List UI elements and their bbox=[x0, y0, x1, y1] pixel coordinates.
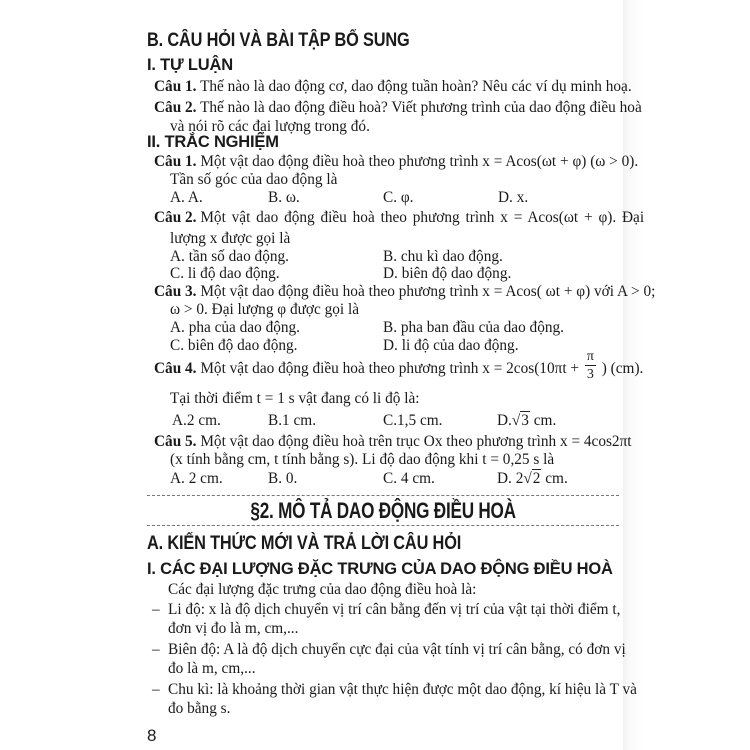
part-multiple-choice-title: II. TRẮC NGHIỆM bbox=[147, 133, 279, 151]
question-text: Một vật dao động điều hoà theo phương trình x = Acos(ωt + φ) (ω > 0). bbox=[200, 153, 639, 170]
section-a-title: A. KIẾN THỨC MỚI VÀ TRẢ LỜI CÂU HỎI bbox=[147, 533, 462, 554]
option-b: B.1 cm. bbox=[268, 412, 317, 429]
question-label: Câu 4. bbox=[154, 360, 197, 378]
bullet-li-do: Li độ: x là độ dịch chuyển vị trí cân bằng đến vị trí của vật tại thời điểm t, bbox=[168, 601, 621, 618]
option-c: C. 4 cm. bbox=[383, 470, 435, 487]
mc-question-1-cont: Tần số góc của dao động là bbox=[170, 171, 338, 188]
mc-question-2-cont: lượng x được gọi là bbox=[170, 230, 291, 247]
bullet-bien-do: Biên độ: A là độ dịch chuyển cực đại của vật tính vị trí cân bằng, có đơn vị bbox=[168, 641, 626, 658]
option-d: D.√3 cm. bbox=[497, 412, 557, 429]
question-label: Câu 5. bbox=[154, 433, 197, 450]
question-text: Thế nào là dao động điều hoà? Viết phương trình của dao động điều hoà bbox=[200, 99, 642, 116]
bullet-li-do-cont: đơn vị đo là m, cm,... bbox=[168, 620, 299, 637]
option-c: C. biên độ dao động. bbox=[170, 337, 298, 354]
bullet-chu-ki-cont: đo bằng s. bbox=[168, 700, 231, 717]
option-c: C. li độ dao động. bbox=[170, 265, 280, 282]
fraction-pi-over-3: $\frac{\pi}{3}$ bbox=[586, 349, 594, 382]
section-b-title: B. CÂU HỎI VÀ BÀI TẬP BỔ SUNG bbox=[147, 30, 410, 51]
option-b: B. ω. bbox=[268, 189, 300, 206]
option-a: A. tần số dao động. bbox=[170, 248, 289, 265]
option-b: B. chu kì dao động. bbox=[383, 248, 503, 265]
bullet-dash: – bbox=[152, 601, 160, 618]
question-label: Câu 2. bbox=[154, 209, 197, 226]
mc-question-2 bbox=[154, 208, 644, 227]
mc-question-1 bbox=[154, 152, 638, 171]
sqrt-symbol: √3 bbox=[511, 412, 529, 429]
dashed-divider-bottom bbox=[147, 525, 619, 526]
option-c: C.1,5 cm. bbox=[383, 412, 443, 429]
essay-question-2 bbox=[154, 98, 642, 117]
question-text: Thế nào là dao động cơ, dao động tuần hoàn? Nêu các ví dụ minh hoạ. bbox=[200, 78, 632, 95]
question-text: Một vật dao động điều hoà theo phương trình x = Acos(ωt + φ). Đại bbox=[200, 209, 645, 226]
bullet-chu-ki: Chu kì: là khoảng thời gian vật thực hiện được một dao động, kí hiệu là T và bbox=[168, 681, 637, 698]
option-b: B. pha ban đầu của dao động. bbox=[383, 319, 564, 336]
mc-question-4 bbox=[154, 349, 644, 383]
part-essay-title: I. TỰ LUẬN bbox=[147, 56, 233, 74]
question-label: Câu 3. bbox=[154, 283, 197, 300]
question-text: Một vật dao động điều hoà theo phương trình x = 2cos(10πt + bbox=[200, 360, 580, 378]
bullet-dash: – bbox=[152, 681, 160, 698]
option-b: B. 0. bbox=[268, 470, 298, 487]
question-label: Câu 1. bbox=[154, 78, 197, 95]
option-d: D. 2√2 cm. bbox=[497, 470, 568, 487]
option-d: D. x. bbox=[498, 189, 529, 206]
option-a: A. A. bbox=[170, 189, 203, 206]
option-a: A.2 cm. bbox=[172, 412, 221, 429]
question-text: Một vật dao động điều hoà trên trục Ox theo phương trình x = 4cos2πt bbox=[200, 433, 632, 450]
mc-question-5-cont: (x tính bằng cm, t tính bằng s). Li độ dao động khi t = 0,25 s là bbox=[170, 451, 555, 468]
intro-text: Các đại lượng đặc trưng của dao động điều hoà là: bbox=[168, 581, 477, 598]
dashed-divider-top bbox=[147, 495, 619, 496]
mc-question-4-cont: Tại thời điểm t = 1 s vật đang có li độ là: bbox=[170, 390, 420, 407]
essay-question-1 bbox=[154, 77, 632, 96]
option-c: C. φ. bbox=[383, 189, 414, 206]
sqrt-symbol: √2 bbox=[523, 470, 541, 487]
question-label: Câu 2. bbox=[154, 99, 197, 116]
option-a: A. 2 cm. bbox=[170, 470, 223, 487]
mc-question-5 bbox=[154, 432, 632, 451]
mc-question-3-cont: ω > 0. Đại lượng φ được gọi là bbox=[170, 301, 360, 318]
mc-question-3 bbox=[154, 282, 655, 301]
question-text: Một vật dao động điều hoà theo phương trình x = Acos( ωt + φ) với A > 0; bbox=[200, 283, 656, 300]
option-d: D. biên độ dao động. bbox=[383, 265, 512, 282]
essay-question-2-cont: và nói rõ các đại lượng trong đó. bbox=[170, 118, 370, 135]
question-label: Câu 1. bbox=[154, 153, 197, 170]
bullet-bien-do-cont: đo là m, cm,... bbox=[168, 660, 256, 677]
option-a: A. pha của dao động. bbox=[170, 319, 300, 336]
question-text-after: ) (cm). bbox=[601, 360, 644, 378]
page-number: 8 bbox=[147, 726, 157, 745]
bullet-dash: – bbox=[152, 641, 160, 658]
option-d: D. li độ của dao động. bbox=[383, 337, 519, 354]
part-characteristics-title: I. CÁC ĐẠI LƯỢNG ĐẶC TRƯNG CỦA DAO ĐỘNG ĐIỀU HOÀ bbox=[147, 560, 613, 578]
lesson-title: §2. MÔ TẢ DAO ĐỘNG ĐIỀU HOÀ bbox=[250, 498, 516, 523]
